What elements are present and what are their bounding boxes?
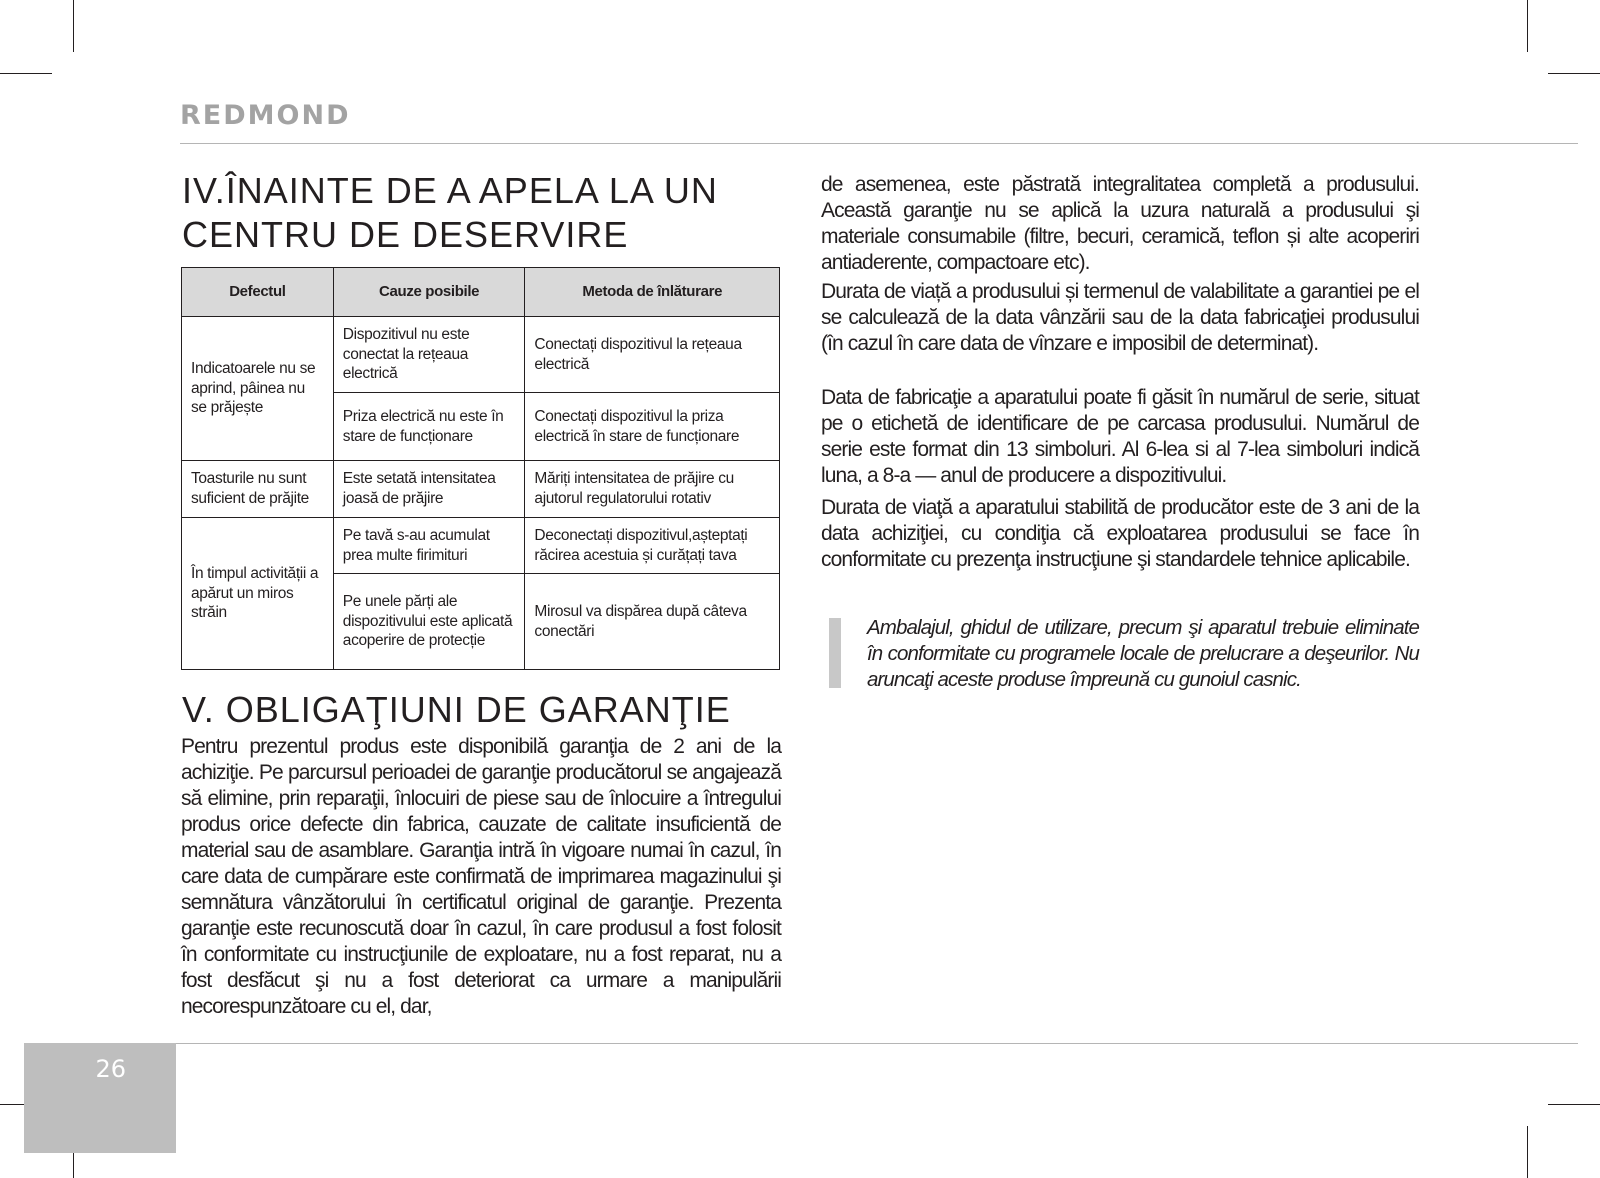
crop-mark xyxy=(1548,1104,1600,1105)
remedy-cell: Conectați dispozitivul la rețeaua electrică xyxy=(525,317,780,393)
defect-cell: Indicatoarele nu se aprind, pâinea nu se prăjește xyxy=(182,317,334,461)
cause-cell: Pe tavă s-au acumulat prea multe firimituri xyxy=(333,518,525,574)
column-header-causes: Cauze posibile xyxy=(333,268,525,317)
column-header-remedy: Metoda de înlăturare xyxy=(525,268,780,317)
footer-rule xyxy=(176,1043,1578,1044)
page-number-box xyxy=(24,1043,176,1153)
table-row xyxy=(182,317,780,393)
defect-cell: Toasturile nu sunt suficient de prăjite xyxy=(182,461,334,518)
crop-mark xyxy=(73,0,74,52)
section-5-title: V. OBLIGAŢIUNI DE GARANŢIE xyxy=(182,689,731,730)
remedy-cell: Deconectați dispozitivul,așteptați răcirea acestuia și curățați tava xyxy=(525,518,780,574)
header-rule xyxy=(180,143,1578,144)
table-row xyxy=(182,461,780,518)
remedy-cell: Mirosul va dispărea după câteva conectări xyxy=(525,574,780,670)
warranty-paragraph: Pentru prezentul produs este disponibilă garanţia de 2 ani de la achiziţie. Pe parcursul perioadei de garanţie producătorul se angajează să elimine, prin reparaţii, înlocuiri de piese sau de înlocuire a întregului produs orice defecte din fabrica, cauzate de calitate insuficientă de material sau de asamblare. Garanţia intră în vigoare numai în cazul, în care data de cumpărare este confirmată de imprimarea magazinului şi semnătura vânzătorului în certificatul original de garanţie. Prezenta garanţie este recunoscută doar în cazul, în care produsul a fost folosit în conformitate cu instrucţiunile de exploatare, nu a fost reparat, nu a fost desfăcut şi nu a fost deteriorat ca urmare a manipulării necorespunzătoare cu el, dar, xyxy=(181,735,781,1018)
warranty-continuation-paragraph: de asemenea, este păstrată integralitatea completă a produsului. Această garanţie nu se aplică la uzura naturală a produsului şi materiale consumabile (filtre, becuri, ceramică, teflon și alte acoperiri antiaderente, compactoare etc). xyxy=(821,173,1419,274)
cause-cell: Este setată intensitatea joasă de prăjire xyxy=(333,461,525,518)
serial-number-paragraph: Data de fabricaţie a aparatului poate fi găsit în numărul de serie, situat pe o etichetă de identificare de pe carcasa produsului. Numărul de serie este format din 13 simboluri. Al 6-lea si al 7-lea simboluri indică luna, a 8-a — anul de producere a dispozitivului. xyxy=(821,386,1419,487)
service-life-paragraph: Durata de viaţă a aparatului stabilită de producător este de 3 ani de la data achiziţiei, cu condiţia că exploatarea produsului se face în conformitate cu prezenţa instrucţiune şi standardele tehnice aplicabile. xyxy=(821,496,1419,571)
table-header-row xyxy=(182,268,780,317)
lifetime-paragraph: Durata de viață a produsului și termenul de valabilitate a garantiei pe el se calculează de la data vânzării sau de la data fabricaţiei produsului (în cazul în care data de vînzare e imposibil de determinat). xyxy=(821,280,1419,355)
crop-mark xyxy=(1527,1126,1528,1178)
crop-mark xyxy=(0,73,52,74)
disposal-note: Ambalajul, ghidul de utilizare, precum şi aparatul trebuie eliminate în conformitate cu programele locale de prelucrare a deşeurilor. Nu aruncaţi aceste produse împreună cu gunoiul casnic. xyxy=(867,616,1419,691)
note-marker xyxy=(829,618,841,688)
brand-logo: REDMOND xyxy=(180,100,351,131)
troubleshooting-table xyxy=(181,267,780,670)
crop-mark xyxy=(1527,0,1528,52)
cause-cell: Dispozitivul nu este conectat la rețeaua electrică xyxy=(333,317,525,393)
remedy-cell: Măriți intensitatea de prăjire cu ajutorul regulatorului rotativ xyxy=(525,461,780,518)
cause-cell: Priza electrică nu este în stare de funcționare xyxy=(333,393,525,461)
column-header-defect: Defectul xyxy=(182,268,334,317)
remedy-cell: Conectați dispozitivul la priza electrică în stare de funcționare xyxy=(525,393,780,461)
cause-cell: Pe unele părți ale dispozitivului este aplicată acoperire de protecție xyxy=(333,574,525,670)
crop-mark xyxy=(1548,73,1600,74)
page-number: 26 xyxy=(95,1055,126,1083)
defect-cell: În timpul activității a apărut un miros străin xyxy=(182,518,334,670)
table-row xyxy=(182,518,780,574)
section-4-title: IV.ÎNAINTE DE A APELA LA UN CENTRU DE DESERVIRE xyxy=(182,170,718,255)
